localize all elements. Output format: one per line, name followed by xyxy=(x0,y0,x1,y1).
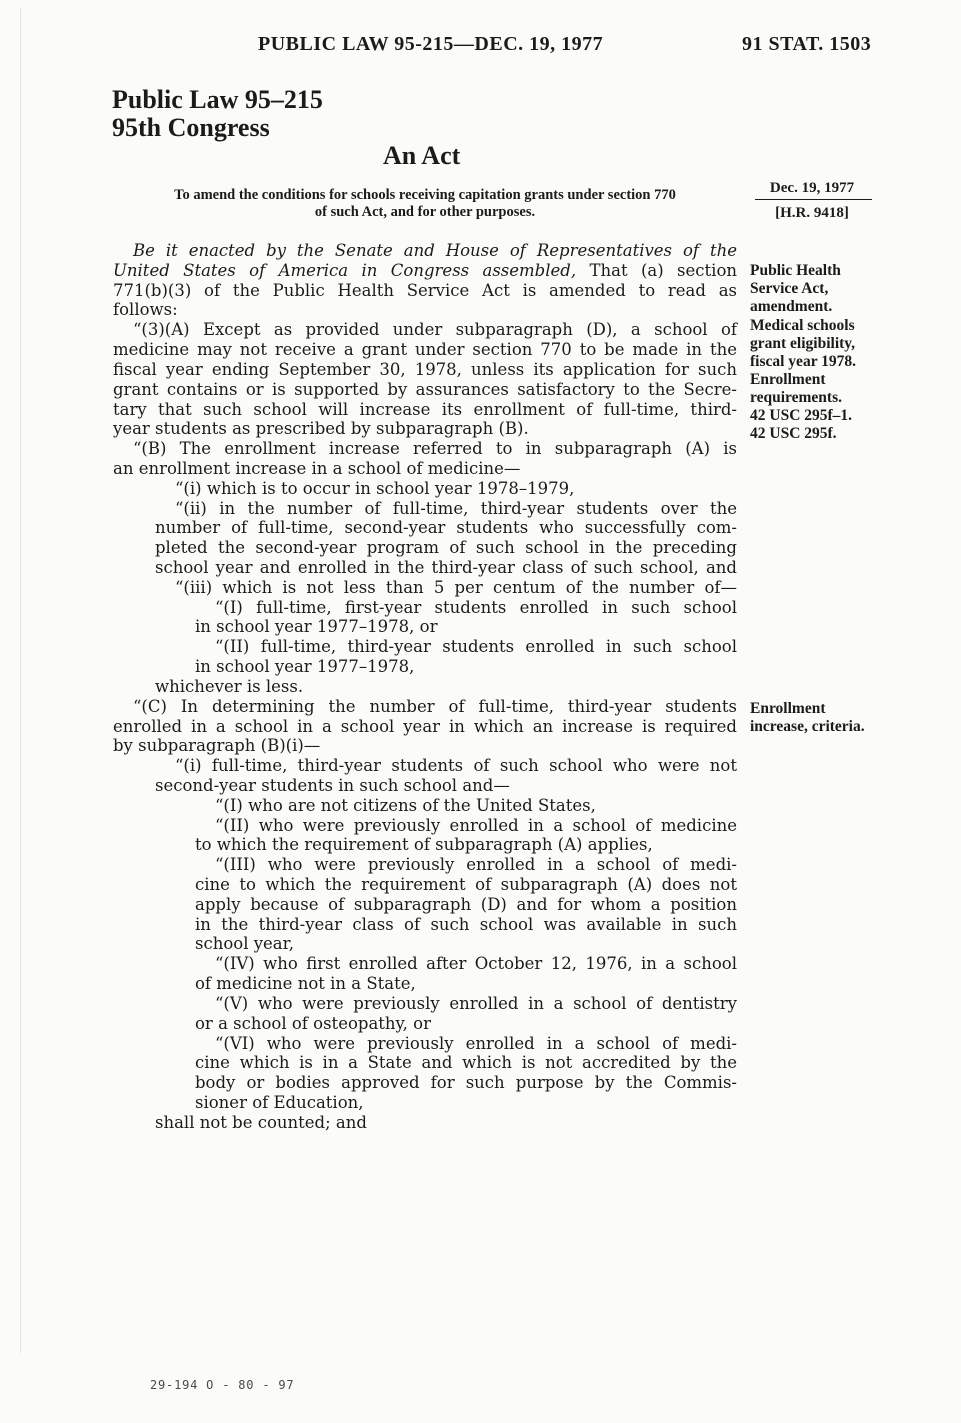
act-body xyxy=(113,241,737,1133)
body-line: “(iii) which is not less than 5 per centum of the number of— xyxy=(175,577,737,597)
margin-note-line: requirements. xyxy=(750,389,842,406)
page-reference: 91 STAT. 1503 xyxy=(742,33,872,55)
body-line: sioner of Education, xyxy=(195,1092,364,1112)
body-line: cine to which the requirement of subparagraph (A) does not xyxy=(195,875,737,894)
act-heading: An Act xyxy=(383,141,461,170)
margin-note-line: grant eligibility, xyxy=(750,335,856,352)
body-line: year students as prescribed by subparagraph (B). xyxy=(113,419,529,439)
purpose-line: To amend the conditions for schools receiving capitation grants under section 770 xyxy=(174,187,676,203)
body-line: school year, xyxy=(195,934,294,954)
body-line: an enrollment increase in a school of medicine— xyxy=(113,458,521,478)
body-line: in the third-year class of such school was available in such xyxy=(195,914,737,934)
body-line: “(VI) who were previously enrolled in a school of medi- xyxy=(215,1033,737,1053)
enacting-clause-line: Be it enacted by the Senate and House of Representatives of the xyxy=(133,241,737,260)
body-line: “(III) who were previously enrolled in a school of medi- xyxy=(215,855,737,875)
body-line: grant contains or is supported by assurances satisfactory to the Secre- xyxy=(113,379,737,399)
body-line: second-year students in such school and— xyxy=(155,775,510,795)
body-line: in school year 1977–1978, or xyxy=(195,617,438,637)
body-line: apply because of subparagraph (D) and for whom a position xyxy=(195,894,737,914)
margin-note-line: Medical schools xyxy=(750,317,855,334)
body-line: of medicine not in a State, xyxy=(195,974,416,994)
purpose-line: of such Act, and for other purposes. xyxy=(314,204,536,220)
body-line: by subparagraph (B)(i)— xyxy=(113,736,321,756)
body-line: cine which is in a State and which is not accredited by the xyxy=(195,1053,737,1073)
body-line: body or bodies approved for such purpose by the Commis- xyxy=(195,1073,737,1093)
margin-note-line: Service Act, xyxy=(750,280,829,297)
body-line: “(3)(A) Except as provided under subparagraph (D), a school of xyxy=(133,320,737,340)
margin-note-line: amendment. xyxy=(750,298,833,315)
body-line: to which the requirement of subparagraph (A) applies, xyxy=(195,835,653,855)
margin-note-line: Enrollment xyxy=(750,371,826,388)
body-line: “(ii) in the number of full-time, third-year students over the xyxy=(175,498,737,518)
running-title: PUBLIC LAW 95-215—DEC. 19, 1977 xyxy=(258,33,604,55)
body-line: fiscal year ending September 30, 1978, unless its application for such xyxy=(113,359,737,379)
body-line: shall not be counted; and xyxy=(155,1112,367,1132)
scan-edge xyxy=(20,8,21,1353)
body-line: or a school of osteopathy, or xyxy=(195,1013,431,1033)
enacting-clause-line xyxy=(113,261,737,281)
body-line: “(II) full-time, third-year students enrolled in such school xyxy=(215,637,737,657)
enacting-clause-text: That (a) section xyxy=(589,260,738,280)
body-line: whichever is less. xyxy=(155,676,304,696)
margin-note-line: Enrollment xyxy=(750,700,826,717)
margin-note-citation: 42 USC 295f. xyxy=(750,425,837,442)
enacting-clause-italic: United States of America in Congress assembled, xyxy=(113,260,577,280)
body-line: medicine may not receive a grant under section 770 to be made in the xyxy=(113,340,737,360)
body-line: number of full-time, second-year students who successfully com- xyxy=(155,518,737,538)
body-line: “(II) who were previously enrolled in a school of medicine xyxy=(215,815,737,835)
margin-note-line: Public Health xyxy=(750,262,841,279)
body-line: school year and enrolled in the third-year class of such school, and xyxy=(155,558,737,577)
law-number: Public Law 95–215 xyxy=(112,85,323,114)
body-line: “(V) who were previously enrolled in a school of dentistry xyxy=(215,993,737,1013)
body-line: enrolled in a school in a school year in which an increase is required xyxy=(113,716,737,736)
margin-note-criteria xyxy=(750,700,865,736)
body-line: “(i) which is to occur in school year 1978–1979, xyxy=(175,478,575,498)
congress-heading: 95th Congress xyxy=(112,113,270,142)
printer-code: 29-194 O - 80 - 97 xyxy=(150,1378,295,1392)
body-line: “(I) full-time, first-year students enrolled in such school xyxy=(215,597,737,617)
body-line: “(I) who are not citizens of the United States, xyxy=(215,795,596,815)
margin-note-citation: 42 USC 295f–1. xyxy=(750,407,853,424)
margin-note-line: increase, criteria. xyxy=(750,718,865,735)
margin-note-line: fiscal year 1978. xyxy=(750,353,857,370)
body-line: pleted the second-year program of such school in the preceding xyxy=(155,538,737,558)
body-line: tary that such school will increase its enrollment of full-time, third- xyxy=(113,399,737,419)
bill-number: [H.R. 9418] xyxy=(775,205,849,221)
body-line: follows: xyxy=(113,300,178,320)
enactment-date: Dec. 19, 1977 xyxy=(769,180,855,196)
body-line: “(B) The enrollment increase referred to in subparagraph (A) is xyxy=(133,439,737,459)
body-line: 771(b)(3) of the Public Health Service Act is amended to read as xyxy=(113,280,737,300)
body-line: in school year 1977–1978, xyxy=(195,657,415,677)
date-underline xyxy=(755,199,872,200)
body-line: “(IV) who first enrolled after October 12, 1976, in a school xyxy=(215,954,737,974)
margin-note-eligibility xyxy=(750,317,856,443)
margin-note-amendment xyxy=(750,262,841,316)
body-line: “(i) full-time, third-year students of such school who were not xyxy=(175,756,737,776)
body-line: “(C) In determining the number of full-time, third-year students xyxy=(133,696,737,716)
